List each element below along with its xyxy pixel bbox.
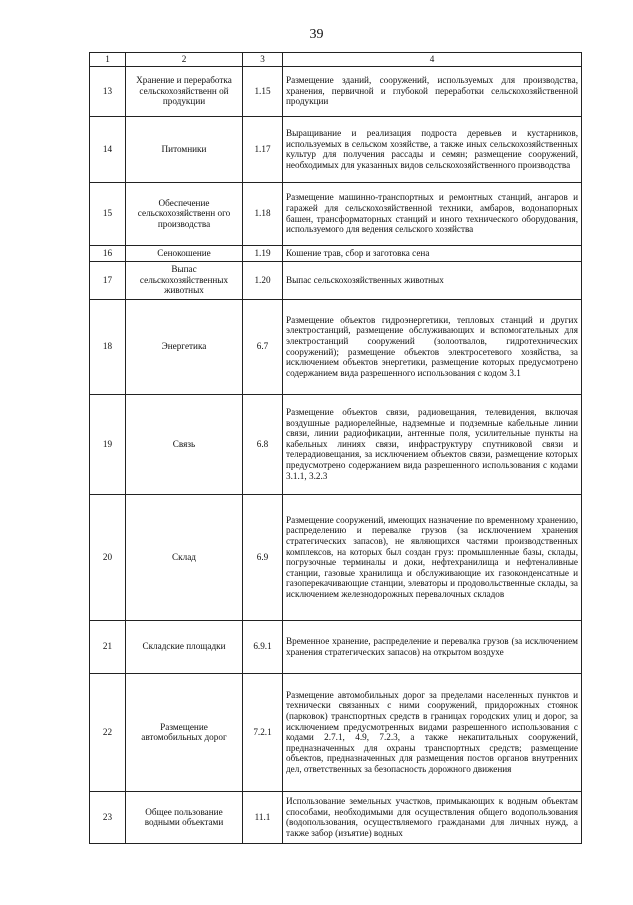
table-row xyxy=(90,66,582,116)
row-number: 16 xyxy=(90,245,126,261)
use-code: 11.1 xyxy=(243,791,283,843)
use-code: 1.20 xyxy=(243,261,283,299)
use-type-name: Обеспечение сельскохозяйственн ого производства xyxy=(126,182,243,245)
use-code: 6.7 xyxy=(243,299,283,394)
use-code: 1.17 xyxy=(243,116,283,182)
header-col-4: 4 xyxy=(283,53,582,67)
use-type-name: Энергетика xyxy=(126,299,243,394)
table-row xyxy=(90,791,582,843)
table-row xyxy=(90,182,582,245)
header-col-2: 2 xyxy=(126,53,243,67)
use-type-name: Склад xyxy=(126,494,243,620)
use-type-name: Сенокошение xyxy=(126,245,243,261)
use-description: Размещение машинно-транспортных и ремонтных станций, ангаров и гаражей для сельскохозяйственной техники, амбаров, водонапорных башен, трансформаторных станций и иного технического оборудования, используемого для ведения сельского хозяйства xyxy=(283,182,582,245)
use-description: Использование земельных участков, примыкающих к водным объектам способами, необходимыми для осуществления общего водопользования (водопользования, осуществляемого гражданами для личных нужд, а также забор (изъятие) водных xyxy=(283,791,582,843)
land-use-table xyxy=(89,52,582,844)
row-number: 21 xyxy=(90,620,126,673)
use-type-name: Питомники xyxy=(126,116,243,182)
use-code: 6.8 xyxy=(243,394,283,494)
use-type-name: Выпас сельскохозяйственных животных xyxy=(126,261,243,299)
use-type-name: Связь xyxy=(126,394,243,494)
table-row xyxy=(90,394,582,494)
use-code: 6.9.1 xyxy=(243,620,283,673)
use-code: 7.2.1 xyxy=(243,673,283,791)
use-description: Размещение автомобильных дорог за пределами населенных пунктов и технически связанных с ними сооружений, придорожных стоянок (парковок) транспортных средств в границах городских улиц и дорог, за исключением предусмотренных видами разрешенного использования с кодами 2.7.1, 4.9, 7.2.3, а также некапитальных сооружений, предназначенных для охраны транспортных средств; размещение объектов, предназначенных для размещения постов органов внутренних дел, ответственных за безопасность дорожного движения xyxy=(283,673,582,791)
use-type-name: Размещение автомобильных дорог xyxy=(126,673,243,791)
table-row xyxy=(90,245,582,261)
row-number: 14 xyxy=(90,116,126,182)
table-row xyxy=(90,673,582,791)
use-description: Размещение объектов связи, радиовещания, телевидения, включая воздушные радиорелейные, надземные и подземные кабельные линии связи, линии радиофикации, антенные поля, усилительные пункты на кабельных линиях связи, инфраструктуру спутниковой связи и телерадиовещания, за исключением объектов связи, размещение которых предусмотрено содержанием вида разрешенного использования с кодами 3.1.1, 3.2.3 xyxy=(283,394,582,494)
use-description: Кошение трав, сбор и заготовка сена xyxy=(283,245,582,261)
table-row xyxy=(90,116,582,182)
use-description: Временное хранение, распределение и перевалка грузов (за исключением хранения стратегических запасов) на открытом воздухе xyxy=(283,620,582,673)
table-row xyxy=(90,261,582,299)
table-row xyxy=(90,620,582,673)
row-number: 18 xyxy=(90,299,126,394)
use-description: Размещение объектов гидроэнергетики, тепловых станций и других электростанций, размещение обслуживающих и вспомогательных для электростанций сооружений (золоотвалов, гидротехнических сооружений); размещение объектов электросетевого хозяйства, за исключением объектов энергетики, размещение которых предусмотрено содержанием вида разрешенного использования с кодом 3.1 xyxy=(283,299,582,394)
header-col-3: 3 xyxy=(243,53,283,67)
use-code: 1.18 xyxy=(243,182,283,245)
row-number: 23 xyxy=(90,791,126,843)
table-header-row xyxy=(90,53,582,67)
row-number: 15 xyxy=(90,182,126,245)
row-number: 19 xyxy=(90,394,126,494)
row-number: 17 xyxy=(90,261,126,299)
use-type-name: Общее пользование водными объектами xyxy=(126,791,243,843)
use-description: Размещение сооружений, имеющих назначение по временному хранению, распределению и перевалке грузов (за исключением хранения стратегических запасов), не являющихся частями производственных комплексов, на которых был создан груз: промышленные базы, склады, погрузочные терминалы и доки, нефтехранилища и нефтеналивные станции, газовые хранилища и обслуживающие их газоконденсатные и газоперекачивающие станции, элеваторы и продовольственные склады, за исключением железнодорожных перевалочных складов xyxy=(283,494,582,620)
row-number: 20 xyxy=(90,494,126,620)
page-number: 39 xyxy=(309,27,324,42)
table-row xyxy=(90,299,582,394)
use-code: 1.19 xyxy=(243,245,283,261)
use-type-name: Хранение и переработка сельскохозяйственн ой продукции xyxy=(126,66,243,116)
row-number: 13 xyxy=(90,66,126,116)
use-description: Выращивание и реализация подроста деревьев и кустарников, используемых в сельском хозяйстве, а также иных сельскохозяйственных культур для получения рассады и семян; размещение сооружений, необходимых для указанных видов сельскохозяйственного производства xyxy=(283,116,582,182)
row-number: 22 xyxy=(90,673,126,791)
use-type-name: Складские площадки xyxy=(126,620,243,673)
table-row xyxy=(90,494,582,620)
use-description: Размещение зданий, сооружений, используемых для производства, хранения, первичной и глубокой переработки сельскохозяйственной продукции xyxy=(283,66,582,116)
use-code: 6.9 xyxy=(243,494,283,620)
use-code: 1.15 xyxy=(243,66,283,116)
header-col-1: 1 xyxy=(90,53,126,67)
use-description: Выпас сельскохозяйственных животных xyxy=(283,261,582,299)
